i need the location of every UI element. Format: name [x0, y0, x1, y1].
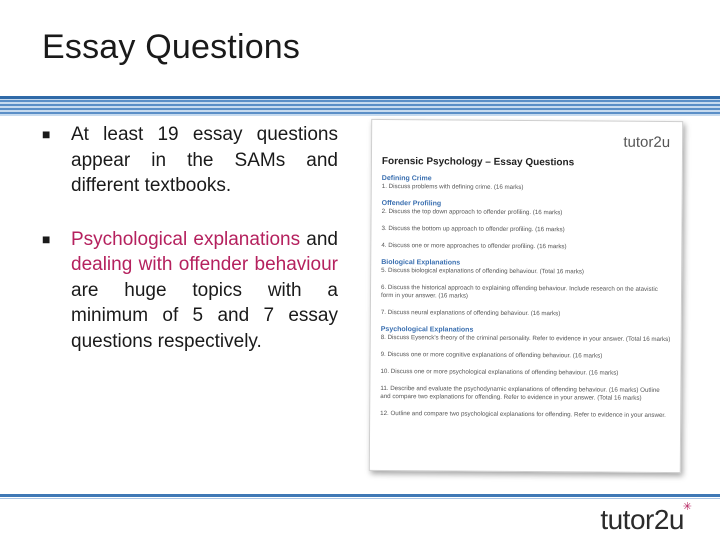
document-question: 6. Discuss the historical approach to explaining offending behaviour. Include research on the atavistic form in your answer. (16 marks) [380, 283, 658, 300]
logo-sparkle-icon: ✳ [682, 501, 692, 513]
footer-divider-light [0, 498, 720, 499]
bullet-square-icon: ■ [42, 126, 51, 142]
document-question: 8. Discuss Eysenck's theory of the criminal personality. Refer to evidence in your answer. (Total 16 marks) [380, 333, 671, 344]
document-title: Forensic Psychology – Essay Questions [381, 155, 575, 169]
document-logo: tutor2u [623, 133, 671, 152]
document-section-heading: Psychological Explanations [380, 325, 474, 334]
document-question: 5. Discuss biological explanations of offending behaviour. (Total 16 marks) [381, 266, 585, 276]
document-question: 4. Discuss one or more approaches to offender profiling. (16 marks) [381, 241, 567, 251]
document-question: 3. Discuss the bottom up approach to offender profiling. (16 marks) [381, 224, 565, 234]
bullet-item [42, 122, 338, 199]
bullet-highlight-text: Psychological explanations [71, 228, 301, 250]
document-question: 1. Discuss problems with defining crime. (16 marks) [381, 182, 524, 191]
bullet-item [42, 227, 338, 355]
document-section-heading: Offender Profiling [381, 199, 442, 208]
bullet-list [42, 122, 338, 382]
document-section-heading: Defining Crime [381, 174, 432, 183]
tutor2u-logo: tutor2u [600, 504, 684, 535]
bullet-highlight-text: dealing with offender behaviour [71, 254, 338, 275]
slide-title: Essay Questions [42, 28, 301, 66]
document-question: 9. Discuss one or more cognitive explanations of offending behaviour. (16 marks) [380, 350, 603, 360]
bullet-text: At least 19 essay questions appear in the SAMs and different textbooks. [71, 124, 338, 196]
footer-divider [0, 494, 720, 497]
essay-document-image [369, 119, 683, 473]
document-question: 7. Discuss neural explanations of offending behaviour. (16 marks) [380, 308, 561, 318]
document-section-heading: Biological Explanations [381, 258, 461, 267]
bullet-text: are huge topics with a minimum of 5 and 7 essay questions respectively. [71, 279, 338, 352]
bullet-text: and [300, 228, 338, 250]
title-divider [0, 96, 720, 116]
document-question: 10. Discuss one or more psychological explanations of offending behaviour. (16 marks) [380, 367, 619, 377]
bullet-square-icon: ■ [42, 230, 51, 247]
document-question: 12. Outline and compare two psychological explanations for offending. Refer to evidence in your answer. [380, 409, 666, 419]
document-questions [380, 172, 672, 429]
document-question: 11. Describe and evaluate the psychodynamic explanations of offending behaviour. (16 marks) Outline and compare two explanations for offending. Refer to evidence in your answer. (Total 16 marks) [380, 384, 660, 402]
document-question: 2. Discuss the top down approach to offender profiling. (16 marks) [381, 207, 563, 217]
